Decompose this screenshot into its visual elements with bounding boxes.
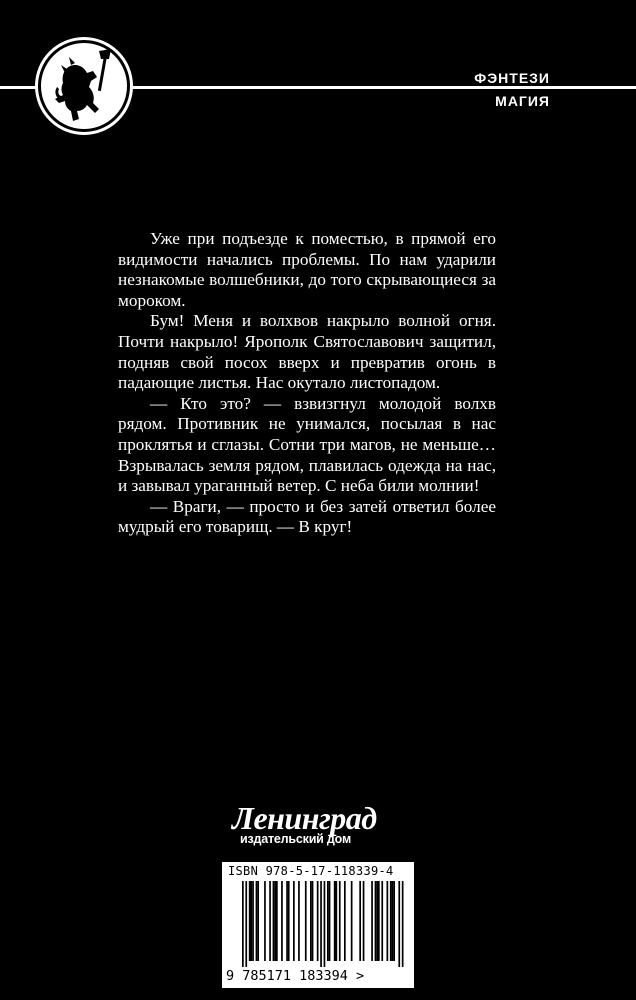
barcode-bar [320, 881, 322, 967]
barcode-bars [228, 881, 408, 967]
blurb-paragraph: Бум! Меня и волхвов накрыло волной огня. Почти накрыло! Ярополк Святославович защитил, подняв свой посох вверх и превратив огонь в падающие листья. Нас окутало листопадом. [118, 311, 496, 393]
genre-label: ФЭНТЕЗИ [474, 70, 550, 86]
barcode-bar [359, 881, 361, 961]
barcode-bar [387, 881, 389, 961]
barcode-bar [251, 881, 253, 961]
barcode-bar [392, 881, 394, 961]
barcode-bar [339, 881, 341, 961]
publisher-subtitle: издательский дом [240, 832, 351, 846]
barcode-bar [281, 881, 283, 961]
barcode-bar [312, 881, 314, 961]
barcode-bar [249, 881, 251, 961]
barcode-bar [351, 881, 353, 961]
barcode-bar [305, 881, 307, 961]
barcode-bar [324, 881, 326, 967]
barcode-bar [398, 881, 400, 967]
barcode-bar [298, 881, 300, 961]
barcode-bar [276, 881, 278, 961]
barcode-bar [381, 881, 383, 961]
barcode-bar [376, 881, 378, 961]
publisher-logo [232, 800, 392, 852]
barcode-bar [344, 881, 346, 961]
blurb-paragraph: — Враги, — просто и без затей ответил более мудрый его товарищ. — В круг! [118, 496, 496, 537]
isbn-barcode [222, 862, 414, 988]
barcode-bar [327, 881, 329, 961]
publisher-name: Ленинград [232, 800, 377, 836]
barcode-bar [336, 881, 338, 961]
barcode-bar [393, 881, 395, 961]
barcode-bar [286, 881, 288, 961]
publisher-emblem [38, 40, 130, 132]
barcode-bar [363, 881, 365, 961]
barcode-bar [402, 881, 404, 967]
blurb-paragraph: — Кто это? — взвизгнул молодой волхв рядом. Противник не унимался, посылая в нас проклятья и сглазы. Сотни три магов, не меньше… Взрывалась земля рядом, плавилась одежда на нас, и завывал ураганный ветер. С неба били молнии! [118, 393, 496, 496]
barcode-bar [256, 881, 258, 961]
barcode-bar [317, 881, 319, 961]
barcode-bar [334, 881, 336, 961]
barcode-bar [257, 881, 259, 961]
barcode-bar [288, 881, 290, 961]
barcode-bar [375, 881, 377, 961]
barcode-bar [273, 881, 275, 961]
heraldic-lion-with-axe-icon [41, 43, 127, 129]
barcode-bar [293, 881, 295, 961]
blurb-paragraph: Уже при подъезде к поместью, в прямой его видимости начались проблемы. По нам ударили незнакомые волшебники, до того скрывающиеся за мороком. [118, 229, 496, 310]
barcode-bar [242, 881, 244, 967]
barcode-bar [274, 881, 276, 961]
barcode-bar [310, 881, 312, 961]
barcode-bar [264, 881, 266, 961]
barcode-bar [378, 881, 380, 961]
barcode-digits: 9 785171 183394 > [226, 968, 365, 984]
barcode-bar [371, 881, 373, 961]
barcode-bar [252, 881, 254, 961]
isbn-number: ISBN 978-5-17-118339-4 [228, 864, 394, 878]
barcode-bar [390, 881, 392, 961]
barcode-bar [245, 881, 247, 967]
barcode-bar [269, 881, 271, 961]
genre-label: МАГИЯ [495, 93, 550, 109]
back-cover-blurb [118, 229, 496, 538]
barcode-bar [329, 881, 331, 961]
